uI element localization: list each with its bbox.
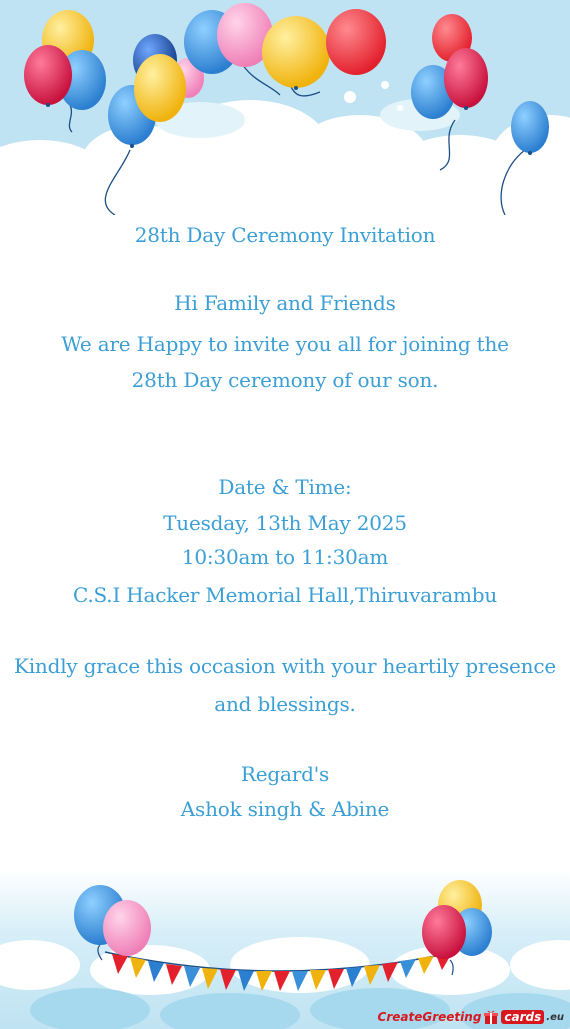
greeting-text: Hi Family and Friends bbox=[174, 291, 396, 315]
top-balloons-decoration bbox=[0, 0, 570, 215]
event-time: 10:30am to 11:30am bbox=[181, 545, 389, 569]
event-date: Tuesday, 13th May 2025 bbox=[163, 511, 407, 535]
datetime-label: Date & Time: bbox=[218, 475, 352, 499]
invitation-title: 28th Day Ceremony Invitation bbox=[134, 223, 436, 247]
message-line-2: 28th Day ceremony of our son. bbox=[131, 368, 439, 392]
watermark-logo bbox=[378, 1009, 564, 1025]
regards-text: Regard's bbox=[240, 762, 330, 786]
closing-line-1: Kindly grace this occasion with your heartily presence bbox=[13, 654, 557, 678]
closing-line-2: and blessings. bbox=[214, 692, 356, 716]
host-names: Ashok singh & Abine bbox=[180, 797, 390, 821]
gift-icon bbox=[483, 1009, 499, 1025]
watermark-text-domain: .eu bbox=[546, 1011, 564, 1023]
watermark-text-brand: CreateGreeting bbox=[377, 1010, 482, 1024]
bottom-bunting-decoration bbox=[0, 870, 570, 1029]
event-venue: C.S.I Hacker Memorial Hall,Thiruvarambu bbox=[72, 583, 498, 607]
message-line-1: We are Happy to invite you all for joining the bbox=[61, 332, 509, 356]
watermark-text-cards: cards bbox=[501, 1010, 544, 1024]
